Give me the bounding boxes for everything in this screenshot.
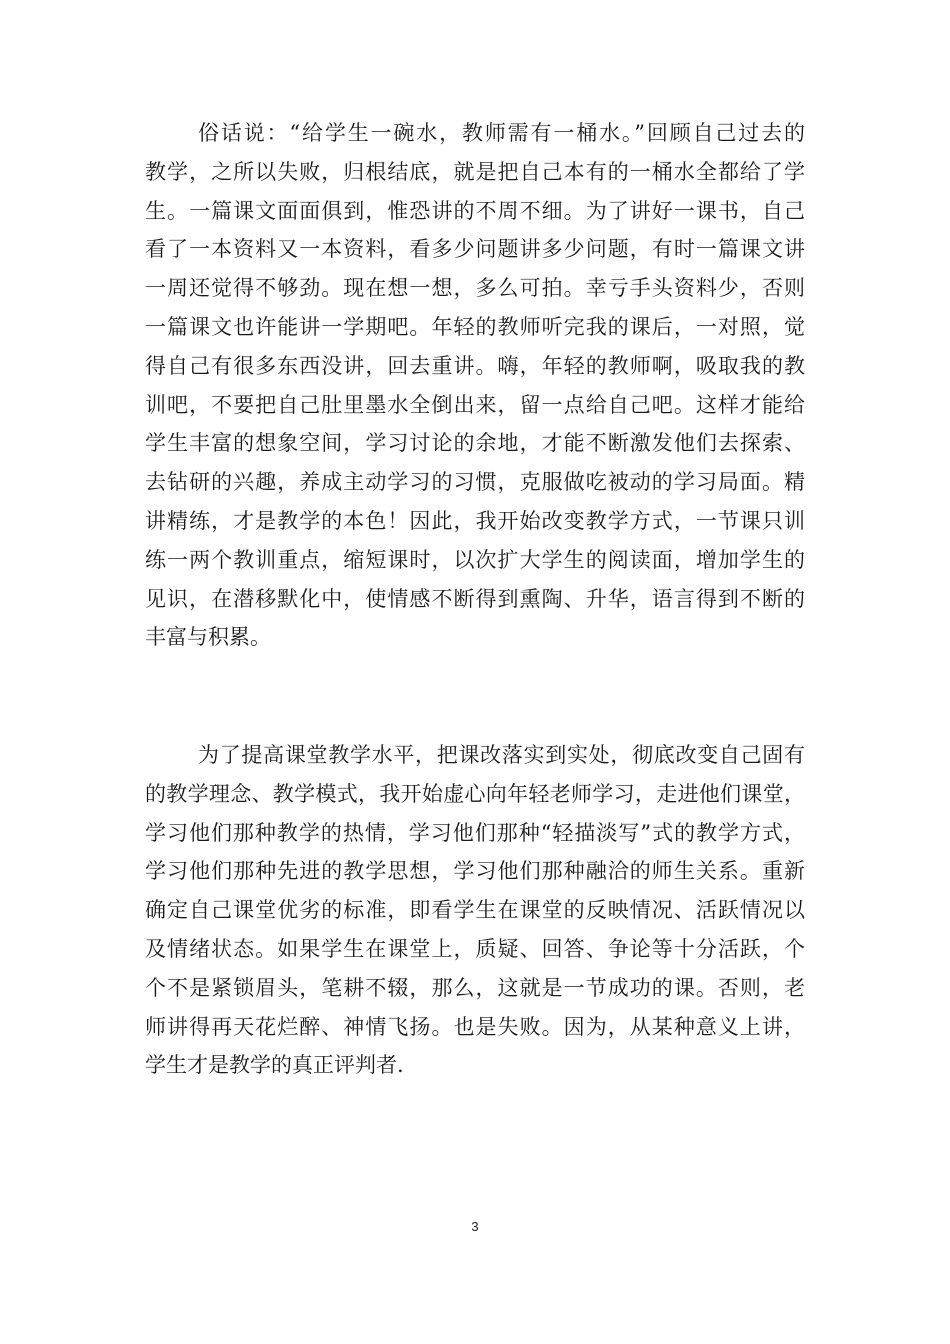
paragraph-line: 一周还觉得不够劲。现在想一想，多么可拍。幸亏手头资料少，否则 xyxy=(145,276,805,301)
paragraph-line: 练一两个教训重点，缩短课时，以次扩大学生的阅读面，增加学生的 xyxy=(145,547,805,572)
paragraph-line: 教学，之所以失败，归根结底，就是把自己本有的一桶水全都给了学 xyxy=(145,159,805,184)
paragraph-line: 的教学理念、教学模式，我开始虚心向年轻老师学习，走进他们课堂， xyxy=(145,781,805,806)
paragraph-line: 得自己有很多东西没讲，回去重讲。嗨，年轻的教师啊，吸取我的教 xyxy=(145,353,805,378)
paragraph-line: 生。一篇课文面面俱到，惟恐讲的不周不细。为了讲好一课书，自己 xyxy=(145,198,805,223)
paragraph-line: 去钻研的兴趣，养成主动学习的习惯，克服做吃被动的学习局面。精 xyxy=(145,470,805,495)
paragraph-line: 见识，在潜移默化中，使情感不断得到熏陶、升华，语言得到不断的 xyxy=(145,586,805,611)
paragraph-line: 及情绪状态。如果学生在课堂上，质疑、回答、争论等十分活跃，个 xyxy=(145,936,805,961)
paragraph-line: 学习他们那种先进的教学思想，学习他们那种融洽的师生关系。重新 xyxy=(145,859,805,884)
paragraph-line: 学生才是教学的真正评判者. xyxy=(145,1053,404,1078)
paragraph-line: 确定自己课堂优劣的标准，即看学生在课堂的反映情况、活跃情况以 xyxy=(145,898,805,923)
paragraph-line: 讲精练，才是教学的本色！因此，我开始改变教学方式，一节课只训 xyxy=(145,508,805,533)
paragraph-line: 俗话说：“给学生一碗水，教师需有一桶水。”回顾自己过去的 xyxy=(198,121,805,145)
paragraph-line: 学生丰富的想象空间，学习讨论的余地，才能不断激发他们去探索、 xyxy=(145,431,805,456)
paragraph-line: 为了提高课堂教学水平，把课改落实到实处，彻底改变自己固有 xyxy=(198,743,805,767)
paragraph-line: 看了一本资料又一本资料，看多少问题讲多少问题，有时一篇课文讲 xyxy=(145,237,805,262)
paragraph-line: 师讲得再天花烂醉、神情飞扬。也是失败。因为，从某种意义上讲， xyxy=(145,1014,805,1039)
paragraph-line: 训吧，不要把自己肚里墨水全倒出来，留一点给自己吧。这样才能给 xyxy=(145,392,805,417)
paragraph-line: 一篇课文也许能讲一学期吧。年轻的教师听完我的课后，一对照，觉 xyxy=(145,314,805,339)
paragraph-1 xyxy=(145,114,805,657)
paragraph-line: 丰富与积累。 xyxy=(145,625,271,650)
paragraph-2 xyxy=(145,736,805,1085)
paragraph-line: 个不是紧锁眉头，笔耕不辍，那么，这就是一节成功的课。否则，老 xyxy=(145,975,805,1000)
page-number: 3 xyxy=(471,1219,479,1234)
paragraph-line: 学习他们那种教学的热情，学习他们那种“轻描淡写”式的教学方式， xyxy=(145,820,805,845)
